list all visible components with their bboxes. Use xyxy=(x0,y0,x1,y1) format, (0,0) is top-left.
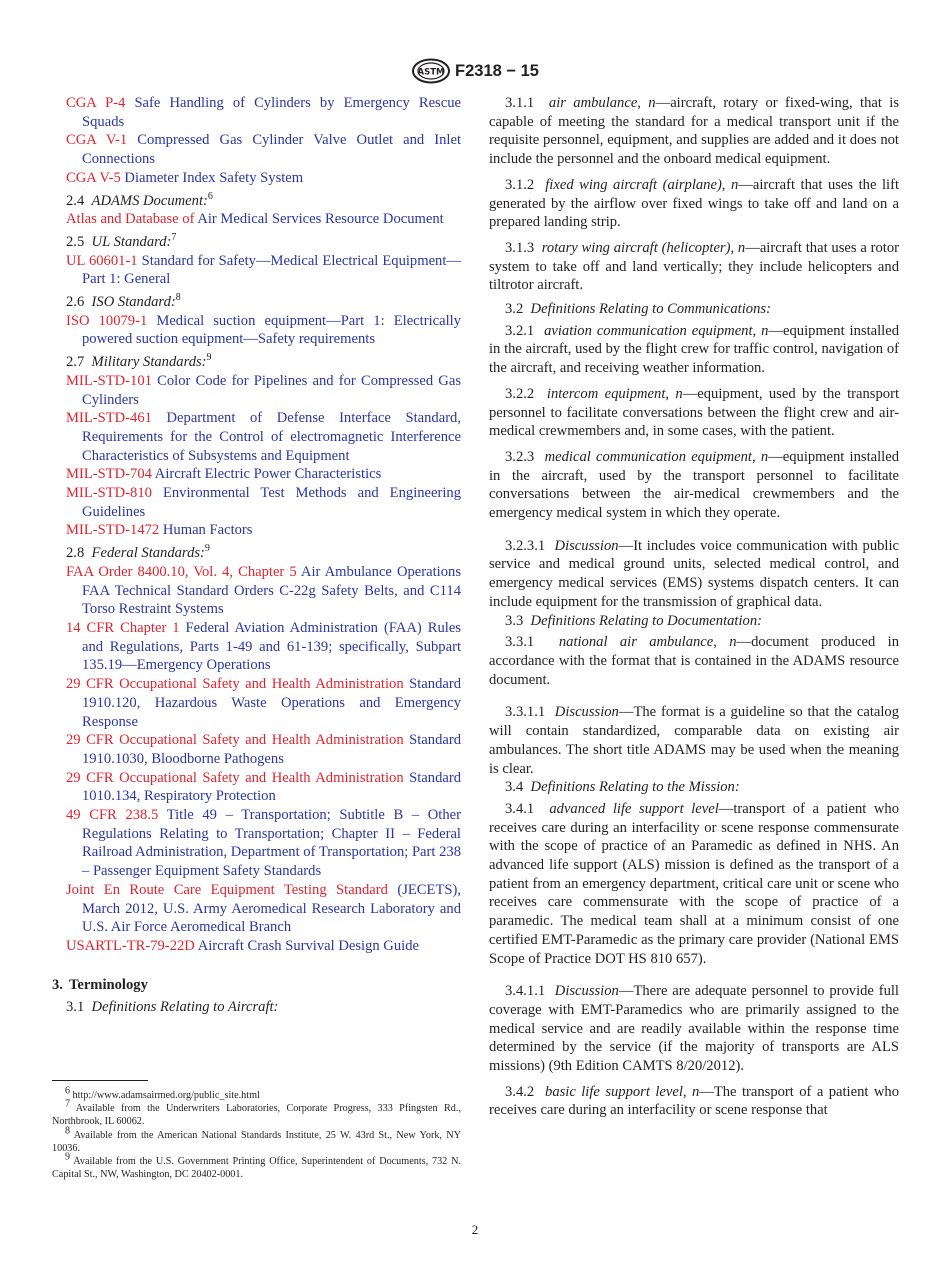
section-heading-terminology: 3. Terminology xyxy=(52,976,148,993)
reference-item xyxy=(66,563,461,619)
reference-item xyxy=(66,131,461,168)
reference-item xyxy=(66,252,461,289)
reference-code[interactable]: FAA Order 8400.10, Vol. 4, Chapter 5 xyxy=(66,563,297,580)
reference-title[interactable]: Compressed Gas Cylinder Valve Outlet and Inlet Connections xyxy=(82,132,462,168)
footnote: $^8$ Available from the American National Standards Institute, 25 W. 43rd St., New York, NY 10036. xyxy=(52,1125,461,1154)
reference-code[interactable]: USARTL-TR-79-22D xyxy=(66,937,195,954)
reference-code[interactable]: 29 CFR Occupational Safety and Health Administration xyxy=(66,676,404,693)
reference-title[interactable]: Aircraft Electric Power Characteristics xyxy=(154,466,382,483)
reference-item xyxy=(66,769,461,806)
reference-item xyxy=(66,409,461,465)
right-column xyxy=(489,94,899,1127)
reference-code[interactable]: 49 CFR 238.5 xyxy=(66,807,159,824)
reference-title[interactable]: Air Medical Services Resource Document xyxy=(197,211,444,228)
logo-text: ASTM xyxy=(417,67,445,78)
reference-title[interactable]: Human Factors xyxy=(162,522,253,539)
footnotes xyxy=(52,1085,461,1181)
reference-code[interactable]: CGA P-4 xyxy=(66,95,126,111)
reference-title[interactable]: Standard for Safety—Medical Electrical Equipment—Part 1: General xyxy=(82,252,461,288)
definition-paragraph: 3.4.1 advanced life support level—transport of a patient who receives care during an interfacility or scene response commensurate with the scope of practice of an Paramedic as defined in NHS. An advanced life support (ALS) mission is defined as the transport of a patient from an emergency department, critical care unit or scene who receives care commensurate with the scope of practice of a paramedic. The medical team shall at a minimum consist of one certified EMT-Paramedic as the primary care provider (National EMS Scope of Practice DOT HS 810 657). xyxy=(489,800,900,967)
discussion-paragraph: 3.4.1.1 Discussion—There are adequate personnel to provide full coverage with EMT-Paramedics who are primarily assigned to the medical service and are readily available within the response time determined by the service (if the majority of transports are ALS missions) (9th Edition CAMTS 8/20/2012). xyxy=(489,983,899,1075)
reference-code[interactable]: MIL-STD-461 xyxy=(66,410,152,427)
reference-item xyxy=(66,94,461,131)
page-header xyxy=(0,56,950,86)
reference-item xyxy=(66,731,461,768)
definition-paragraph: 3.1.3 rotary wing aircraft (helicopter), n—aircraft that uses a rotor system to take off and land vertically; they include helicopters and tiltrotor aircraft. xyxy=(489,239,900,294)
reference-title[interactable]: Standard 1910.1030, Bloodborne Pathogens xyxy=(82,732,462,767)
reference-code[interactable]: 29 CFR Occupational Safety and Health Administration xyxy=(66,769,404,786)
reference-title[interactable]: Medical suction equipment—Part 1: Electrically powered suction equipment—Safety requirements xyxy=(82,312,461,348)
reference-code[interactable]: CGA V-5 xyxy=(66,169,121,186)
reference-title[interactable]: Air Ambulance Operations FAA Technical Standard Orders C-22g Safety Belts, and C114 Torso Restraint Systems xyxy=(82,563,462,618)
reference-title[interactable]: Federal Aviation Administration (FAA) Rules and Regulations, Parts 1-49 and 61-139; specifically, Subpart 135.19—Emergency Operations xyxy=(82,619,461,674)
footnote: $^9$ Available from the U.S. Government Printing Office, Superintendent of Documents, 732 N. Capital St., NW, Washington, DC 20402-0001. xyxy=(52,1151,461,1181)
astm-logo-icon xyxy=(411,58,451,84)
footnote: $^7$ Available from the Underwriters Laboratories, Corporate Progress, 333 Pfingsten Rd., Northbrook, IL 60062. xyxy=(52,1098,461,1128)
reference-item xyxy=(66,484,461,521)
reference-item xyxy=(66,210,461,229)
page-number: 2 xyxy=(471,1222,479,1237)
definitions-heading: 3.1 Definitions Relating to Aircraft: xyxy=(66,999,279,1016)
reference-code[interactable]: Atlas and Database of xyxy=(66,211,198,228)
subsection-heading: 2.8 Federal Standards:$^9$ xyxy=(66,543,210,562)
reference-title[interactable]: Standard 1910.120, Hazardous Waste Operations and Emergency Response xyxy=(82,676,462,730)
reference-title[interactable]: Standard 1010.134, Respiratory Protection xyxy=(82,769,462,805)
reference-item xyxy=(66,619,461,675)
reference-title[interactable]: Department of Defense Interface Standard, Requirements for the Control of electromagnetic Interference Characteristics of Subsystems and Equipment xyxy=(82,410,461,464)
definitions-heading: 3.2 Definitions Relating to Communications: xyxy=(505,301,771,318)
reference-code[interactable]: 29 CFR Occupational Safety and Health Administration xyxy=(66,732,404,749)
footnote: $^6$ http://www.adamsairmed.org/public_site.html xyxy=(65,1085,260,1101)
reference-item xyxy=(66,169,461,188)
definition-paragraph: 3.4.2 basic life support level, n—The transport of a patient who receives care during an interfacility or scene response that xyxy=(489,1083,899,1119)
definition-paragraph: 3.2.1 aviation communication equipment, n—equipment installed in the aircraft, used by the flight crew for traffic control, navigation of the aircraft, and receiving weather information. xyxy=(489,322,899,377)
definition-paragraph: 3.3.1 national air ambulance, n—document produced in accordance with the format that is contained in the ADAMS resource document. xyxy=(489,634,899,688)
definition-paragraph: 3.2.2 intercom equipment, n—equipment, used by the transport personnel to facilitate conversations between the flight crew and air-medical crewmembers and, in some cases, with the patient. xyxy=(489,385,899,440)
reference-code[interactable]: MIL-STD-1472 xyxy=(66,522,160,539)
discussion-paragraph: 3.2.3.1 Discussion—It includes voice communication with public service and medical ground units, selected medical control, and emergency medical services (EMS) systems dispatch centers. It can include equipment for the transmission of graphical data. xyxy=(489,537,899,610)
reference-code[interactable]: Joint En Route Care Equipment Testing Standard xyxy=(66,881,388,898)
definitions-heading: 3.3 Definitions Relating to Documentation: xyxy=(505,612,762,629)
reference-title[interactable]: Diameter Index Safety System xyxy=(124,169,304,186)
subsection-heading: 2.4 ADAMS Document:$^6$ xyxy=(66,190,213,209)
reference-title[interactable]: Color Code for Pipelines and for Compressed Gas Cylinders xyxy=(82,372,461,408)
reference-item xyxy=(66,806,461,881)
definitions-heading: 3.4 Definitions Relating to the Mission: xyxy=(505,779,740,796)
reference-item xyxy=(66,521,461,540)
subsection-heading: 2.7 Military Standards:$^9$ xyxy=(66,352,212,371)
subsection-heading: 2.5 UL Standard:$^7$ xyxy=(66,232,177,250)
reference-code[interactable]: MIL-STD-810 xyxy=(66,485,152,502)
reference-code[interactable]: UL 60601-1 xyxy=(66,252,138,269)
reference-code[interactable]: ISO 10079-1 xyxy=(66,312,148,329)
reference-item xyxy=(66,312,461,349)
discussion-paragraph: 3.3.1.1 Discussion—The format is a guideline so that the catalog will contain standardized, comparable data on existing air ambulances. The short title ADAMS may be used when the meaning is clear. xyxy=(489,704,899,777)
definition-paragraph: 3.1.2 fixed wing aircraft (airplane), n—aircraft that uses the lift generated by the airflow over fixed wings to take off and land on a prepared landing strip. xyxy=(489,176,899,231)
reference-code[interactable]: MIL-STD-101 xyxy=(66,372,152,389)
standard-designation: F2318 − 15 xyxy=(455,61,539,80)
reference-title[interactable]: Environmental Test Methods and Engineering Guidelines xyxy=(82,485,462,520)
reference-title[interactable]: Title 49 – Transportation; Subtitle B – Other Regulations Relating to Transportation; Chapter II – Federal Railroad Administration, Department of Transportation; Part 238 – Passenger Equipment Safety Standards xyxy=(82,807,462,880)
definition-paragraph: 3.2.3 medical communication equipment, n—equipment installed in the aircraft, used by the transport personnel to facilitate conversations between the air-medical crewmembers and the emergency medical system in which they operate. xyxy=(489,448,900,522)
footnote-rule xyxy=(52,1080,148,1081)
subsection-heading: 2.6 ISO Standard:$^8$ xyxy=(66,292,181,311)
reference-code[interactable]: 14 CFR Chapter 1 xyxy=(66,619,180,636)
reference-item xyxy=(66,372,461,409)
reference-code[interactable]: MIL-STD-704 xyxy=(66,466,152,483)
reference-title[interactable]: Aircraft Crash Survival Design Guide xyxy=(197,937,419,954)
reference-item xyxy=(66,881,461,937)
definition-paragraph: 3.1.1 air ambulance, n—aircraft, rotary or fixed-wing, that is capable of meeting the standard for a medical transport unit if the requisite personnel, equipment, and supplies are added and it does not include the personnel and the onboard medical equipment. xyxy=(489,95,900,168)
reference-item xyxy=(66,465,461,484)
reference-title[interactable]: Safe Handling of Cylinders by Emergency Rescue Squads xyxy=(82,95,461,130)
reference-item xyxy=(66,937,461,956)
reference-title[interactable]: (JECETS), March 2012, U.S. Army Aeromedical Research Laboratory and U.S. Air Force Aeromedical Branch xyxy=(82,881,461,936)
reference-code[interactable]: CGA V-1 xyxy=(66,132,128,149)
reference-item xyxy=(66,675,461,731)
left-column xyxy=(52,94,462,1017)
